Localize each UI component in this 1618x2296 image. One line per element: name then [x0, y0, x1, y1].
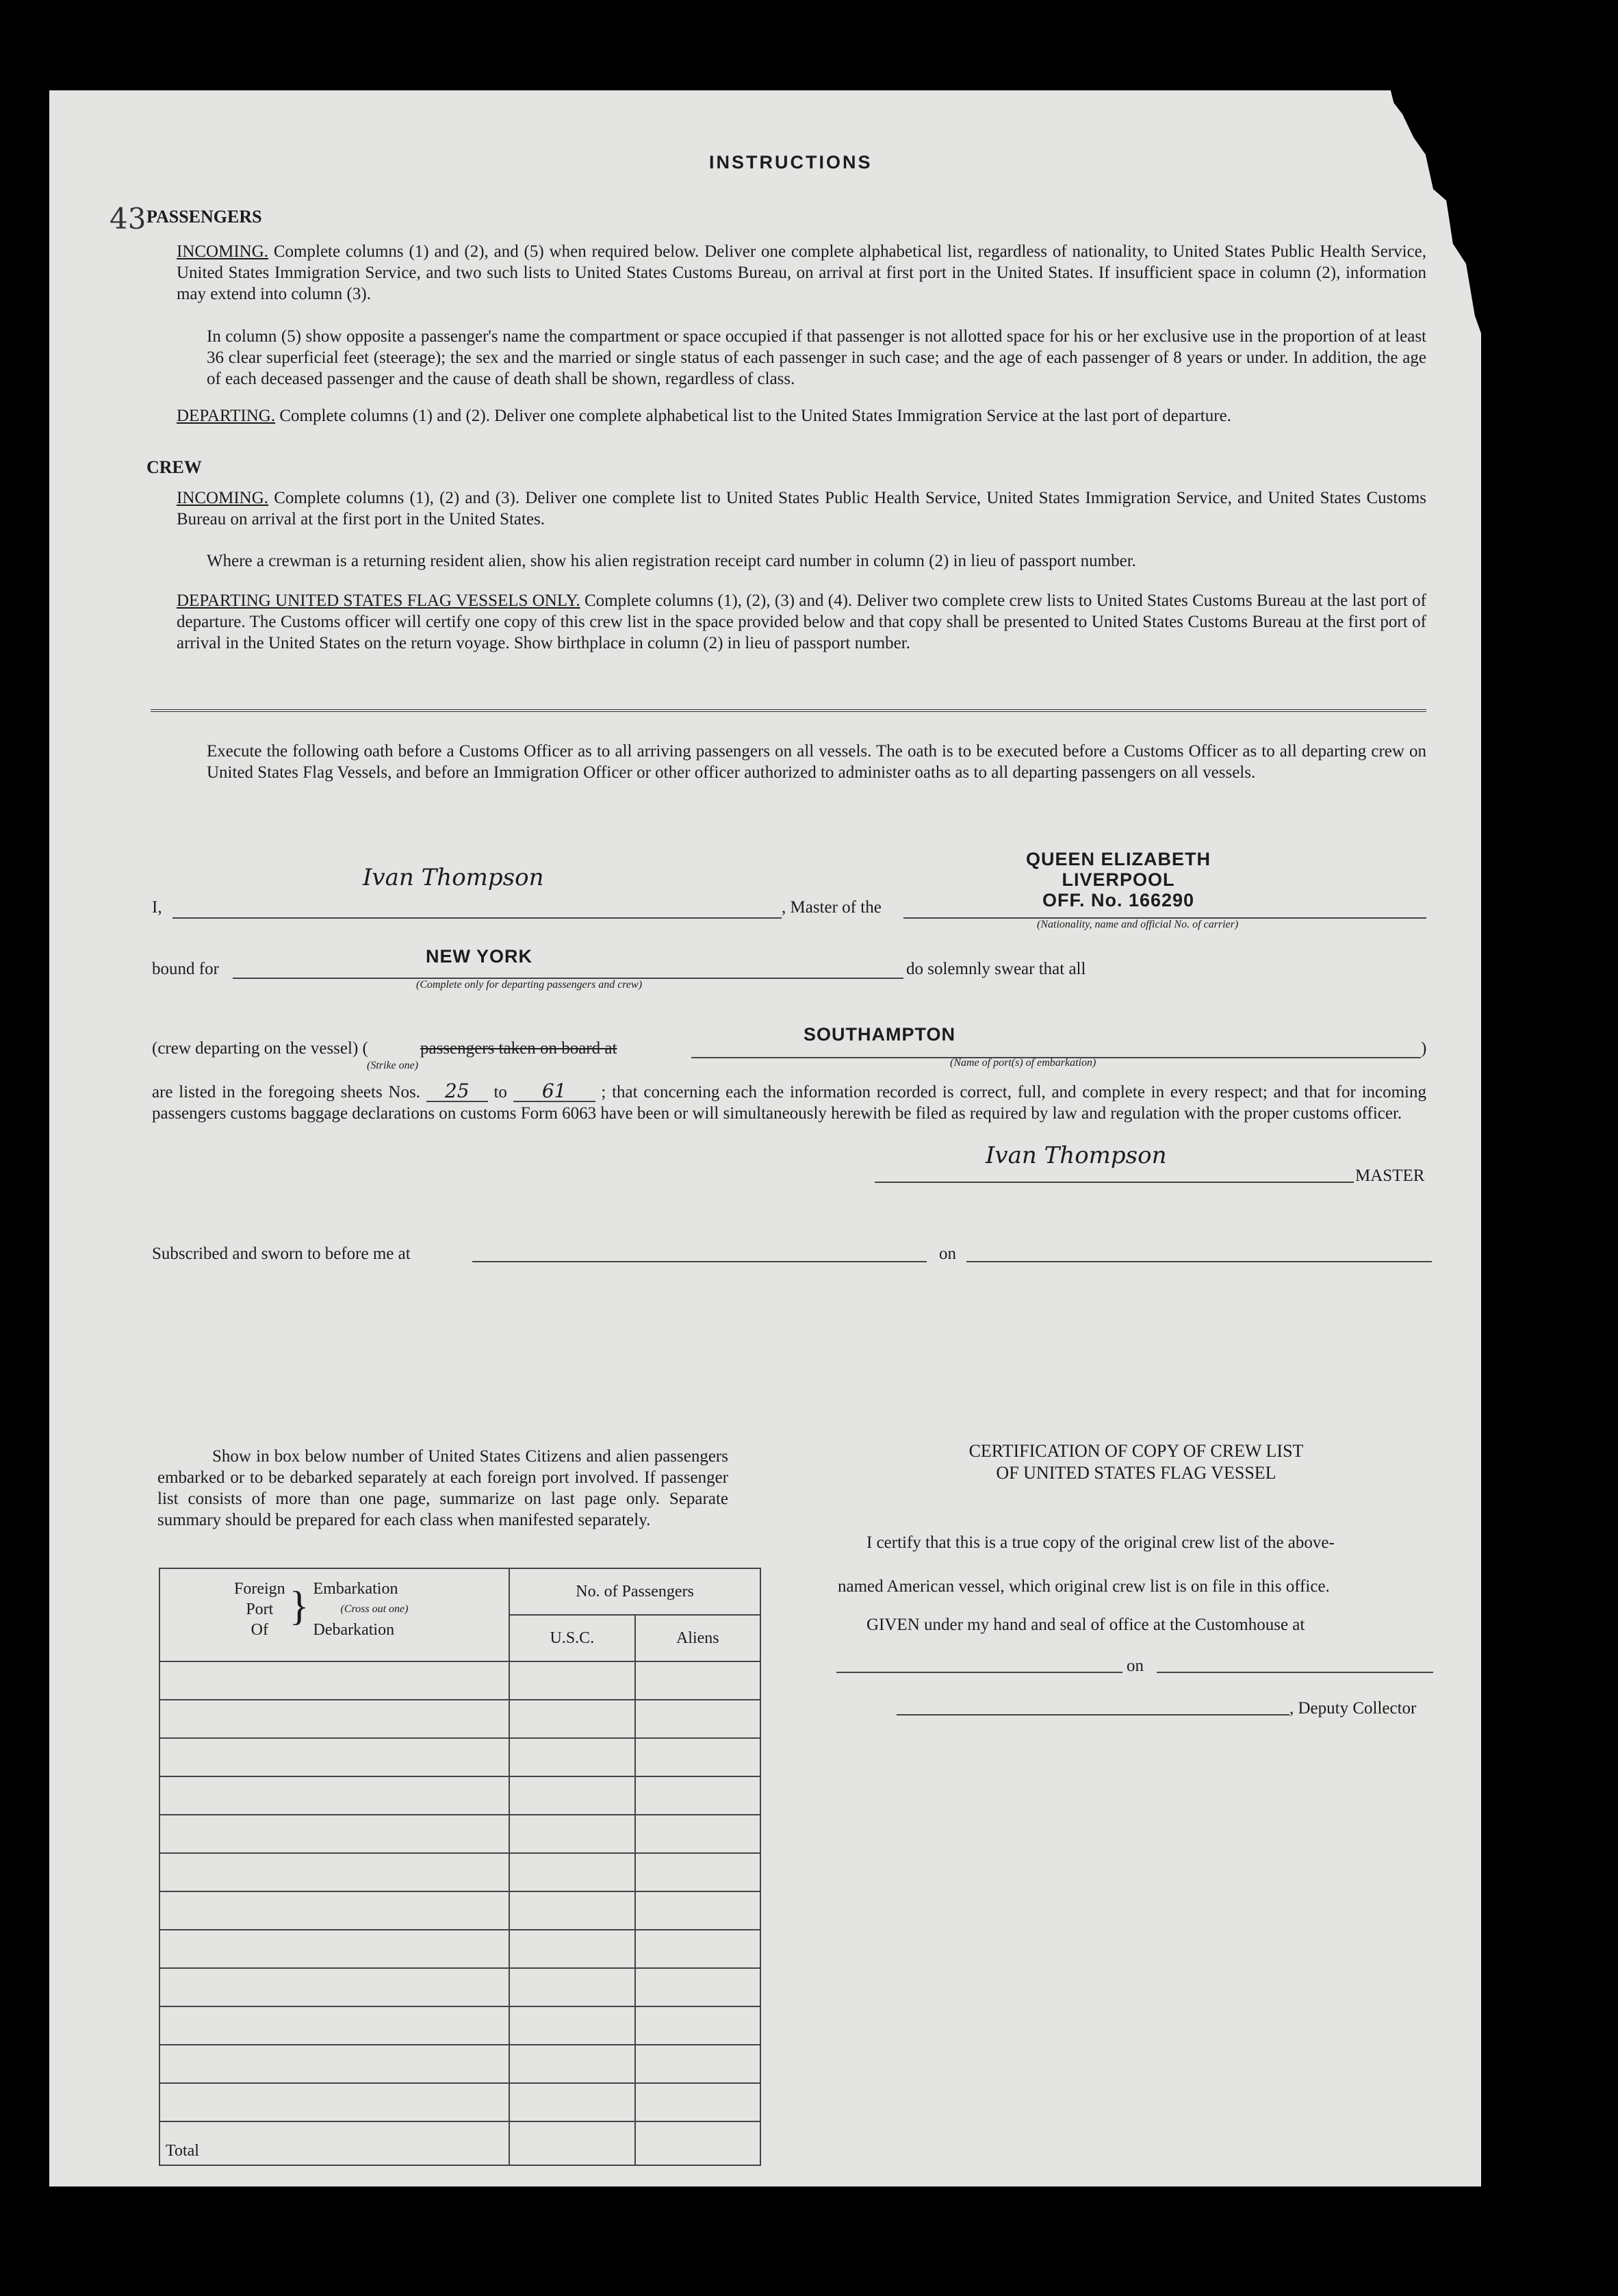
table-row	[159, 1815, 760, 1853]
certification-title	[931, 1440, 1341, 1484]
crew-incoming-text: Complete columns (1), (2) and (3). Deliver one complete list to United States Public Health Service, United States Immigration Service, and United States Customs Bureau on arrival at the first port in the United States.	[177, 489, 1426, 528]
oath-intro: Execute the following oath before a Customs Officer as to all arriving passengers on all vessels. The oath is to be executed before a Customs Officer as to all departing crew on United States Flag Vessels, and before an Immigration Officer or other officer authorized to administer oaths as to all departing passengers on all vessels.	[207, 742, 1426, 782]
passengers-incoming-label: INCOMING.	[177, 242, 269, 261]
vessel-stamp	[1016, 849, 1221, 910]
vessel-official-no: OFF. No. 166290	[1042, 890, 1195, 910]
table-row	[159, 1968, 760, 2006]
table-row	[159, 1738, 760, 1776]
struck-text: passengers taken on board at	[420, 1039, 617, 1058]
col-no-passengers: No. of Passengers	[509, 1568, 760, 1615]
col-aliens: Aliens	[635, 1615, 760, 1661]
deputy-collector-line	[897, 1714, 1289, 1715]
crew-departing-label: DEPARTING UNITED STATES FLAG VESSELS ONLY.	[177, 591, 580, 610]
passengers-incoming-text: Complete columns (1) and (2), and (5) when required below. Deliver one complete alphabetical list, regardless of nationality, to United States Public Health Service, United States Immigration Service, and two such lists to United States Customs Bureau, on arrival at first port in the United States. If insufficient space in column (2), information may extend into column (3).	[177, 242, 1427, 303]
sheet-to: 61	[513, 1082, 595, 1102]
passengers-incoming-para	[177, 241, 1426, 305]
certification-place-line	[836, 1672, 1122, 1673]
bound-for-value: NEW YORK	[426, 946, 533, 967]
subscribed-place-line	[472, 1261, 927, 1262]
passenger-summary-table	[159, 1568, 761, 2166]
passengers-departing-text: Complete columns (1) and (2). Deliver one complete alphabetical list to the United States Immigration Service at the last port of departure.	[279, 407, 1231, 425]
certification-text-line2: named American vessel, which original crew list is on file in this office.	[838, 1577, 1330, 1596]
stray-number: 43	[110, 202, 146, 235]
subscribed-on-label: on	[939, 1245, 956, 1263]
col-embarkation: Embarkation	[313, 1580, 398, 1598]
master-signature-line	[875, 1182, 1354, 1183]
crew-incoming-label: INCOMING.	[177, 489, 269, 507]
crew-departing-text: Complete columns (1), (2), (3) and (4). Deliver two complete crew lists to United States Customs Bureau at the last port of departure. The Customs officer will certify one copy of this crew list in the space provided below and that copy shall be presented to United States Customs Bureau at the first port of arrival in the United States on the return voyage. Show birthplace in column (2) in lieu of passport number.	[177, 591, 1426, 652]
master-name-line	[172, 917, 782, 919]
total-row	[159, 2121, 760, 2165]
table-row	[159, 2045, 760, 2083]
table-row	[159, 1891, 760, 1930]
passengers-column5-text: In column (5) show opposite a passenger's name the compartment or space occupied if that passenger is not allotted space for his or her exclusive use in the proportion of at least 36 clear superficial feet (steerage); the sex and the married or single status of each passenger in such case; and the age of each passenger of 8 years or under. In addition, the age of each deceased passenger and the cause of death shall be shown, regardless of class.	[207, 327, 1426, 388]
crew-resident-text: Where a crewman is a returning resident alien, show his alien registration receipt card number in column (2) in lieu of passport number.	[207, 552, 1136, 570]
bound-for-label: bound for	[152, 960, 219, 978]
table-row	[159, 1776, 760, 1815]
col-debarkation: Debarkation	[313, 1621, 395, 1639]
to-word: to	[493, 1083, 507, 1101]
table-row	[159, 2083, 760, 2121]
col-foreign: Foreign	[234, 1580, 285, 1598]
port-value: SOUTHAMPTON	[804, 1024, 956, 1045]
sheets-rest: ; that concerning each the information recorded is correct, full, and complete in every respect; and that for incoming passengers customs baggage declarations on customs Form 6063 have been or will simultaneously herewith be filed as required by law and regulation with the proper customs officer.	[152, 1083, 1426, 1123]
foreign-port-of	[234, 1579, 285, 1640]
crew-departing-para	[177, 590, 1426, 654]
master-label: MASTER	[1355, 1166, 1425, 1185]
sheet-from: 25	[426, 1082, 488, 1102]
certification-given-text: GIVEN under my hand and seal of office at the Customhouse at	[866, 1616, 1305, 1634]
certification-title-line2: OF UNITED STATES FLAG VESSEL	[996, 1463, 1276, 1483]
col-cross-out: (Cross out one)	[340, 1603, 409, 1615]
page-title: INSTRUCTIONS	[709, 152, 873, 173]
table-row	[159, 1661, 760, 1700]
table-row	[159, 2006, 760, 2045]
certification-title-line1: CERTIFICATION OF COPY OF CREW LIST	[968, 1441, 1304, 1461]
deputy-collector-label: , Deputy Collector	[1289, 1699, 1417, 1718]
col-usc: U.S.C.	[509, 1615, 634, 1661]
sheets-paragraph	[152, 1082, 1426, 1124]
subscribed-date-line	[966, 1261, 1432, 1262]
col-of: Of	[251, 1621, 268, 1639]
brace-icon: }	[289, 1583, 309, 1629]
port-header-cell	[159, 1568, 509, 1661]
total-label: Total	[159, 2121, 509, 2165]
master-signature: Ivan Thompson	[986, 1142, 1167, 1169]
oath-master-of-the: , Master of the	[782, 898, 882, 917]
subscribed-label: Subscribed and sworn to before me at	[152, 1245, 411, 1263]
crew-incoming-para	[177, 487, 1426, 530]
passengers-departing-para	[177, 405, 1426, 426]
crew-departing-label: (crew departing on the vessel) (	[152, 1039, 368, 1058]
master-signature-top: Ivan Thompson	[363, 864, 544, 891]
table-header-row	[159, 1568, 760, 1615]
swear-text: do solemnly swear that all	[906, 960, 1086, 978]
section-divider	[151, 709, 1426, 712]
certification-date-line	[1157, 1672, 1433, 1673]
table-row	[159, 1700, 760, 1738]
passengers-heading: PASSENGERS	[146, 207, 262, 227]
vessel-name: QUEEN ELIZABETH	[1025, 849, 1211, 869]
strike-caption: (Strike one)	[367, 1060, 419, 1071]
vessel-caption: (Nationality, name and official No. of carrier)	[1037, 919, 1239, 930]
sheets-prefix: are listed in the foregoing sheets Nos.	[152, 1083, 420, 1101]
certification-text-line1: I certify that this is a true copy of the original crew list of the above-	[866, 1533, 1335, 1552]
oath-i-label: I,	[152, 898, 162, 917]
port-caption: (Name of port(s) of embarkation)	[950, 1057, 1096, 1069]
embark-debark	[313, 1579, 408, 1640]
crew-heading: CREW	[146, 457, 202, 477]
vessel-port: LIVERPOOL	[1062, 869, 1175, 890]
bound-for-caption: (Complete only for departing passengers and crew)	[416, 979, 643, 991]
certification-on-label: on	[1127, 1657, 1144, 1675]
passengers-departing-label: DEPARTING.	[177, 407, 276, 425]
summary-instructions: Show in box below number of United States Citizens and alien passengers embarked or to be debarked separately at each foreign port involved. If passenger list consists of more than one page, summarize on last page only. Separate summary should be prepared for each class when manifested separately.	[157, 1447, 728, 1529]
col-port: Port	[246, 1600, 274, 1618]
table-row	[159, 1930, 760, 1968]
close-paren: )	[1421, 1039, 1427, 1058]
table-row	[159, 1853, 760, 1891]
